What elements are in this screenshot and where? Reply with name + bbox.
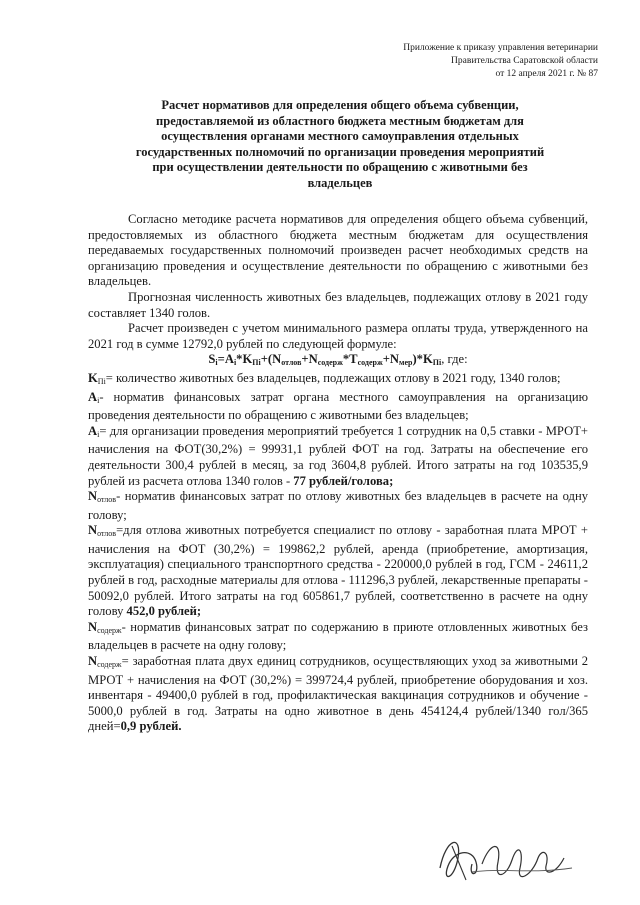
definition-ai-calc: $A_i=$ для организации проведения мероприятий требуется 1 сотрудник на 0,5 ставки - МРОТ+ начисления на ФОТ(30,2%) = 99931,1 рублей ФОТ на год. Затраты на обеспечение его деятельности 300,4 рублей в месяц, за год 3604,8 рублей. Итого затраты на год 103535,9 рублей из расчета отлова 1340 голов - 77 рублей/голова; [88, 423, 588, 488]
document-title [110, 98, 570, 191]
appendix-note [403, 42, 598, 81]
definition-n-capture-norm: $N_{отлов}-$ норматив финансовых затрат по отлову животных без владельцев в расчете на одну голову; [88, 489, 588, 522]
paragraph-forecast: Прогнозная численность животных без владельцев, подлежащих отлову в 2021 году составляет 1340 голов. [88, 289, 588, 320]
title-line-6: владельцев [307, 175, 373, 190]
title-line-5: при осуществлении деятельности по обращению с животными без [152, 160, 528, 174]
appendix-line-1: Приложение к приказу управления ветеринарии [403, 43, 598, 53]
definition-n-keeping-norm: $N_{содерж}-$ норматив финансовых затрат по содержанию в приюте отловленных животных без владельцев в расчете на одну голову; [88, 619, 588, 653]
definition-ai-norm: $A_i-$ норматив финансовых затрат органа местного самоуправления на организацию проведения деятельности по обращению с животными без владельцев; [88, 389, 588, 423]
title-line-4: государственных полномочий по организации проведения мероприятий [135, 144, 545, 159]
definition-n-keeping-calc: $N_{содерж}=$ заработная плата двух единиц сотрудников, осуществляющих уход за животными 2 МРОТ + начисления на ФОТ (30,2%) = 399724,4 рублей, приобретение оборудования и хоз. инвентаря - 49400,0 рублей в год, профилактическая вакцинация сотрудников и обучение - 5000,0 рублей в год. Затраты на одно животное в день 454124,4 рублей/1340 гол/365 дней=0,9 рублей. [88, 654, 588, 734]
definition-kpi: $K_{Пi}=$ количество животных без владельцев, подлежащих отлову в 2021 году, 1340 голов; [88, 370, 561, 386]
title-line-2: предоставляемой из областного бюджета местным бюджетам для [156, 113, 524, 128]
title-line-3: осуществления органами местного самоуправления отдельных [161, 129, 519, 143]
definition-n-capture-calc: $N_{отлов}=для$ отлова животных потребуется специалист по отлову - заработная плата МРОТ + начисления на ФОТ (30,2%) = 199862,2 рублей, аренда (приобретение, амортизация, эксплуатация) специального транспортного средства - 220000,0 рублей в год, ГСМ - 24611,2 рублей в год, расходные материалы для отлова - 111296,3 рублей, лекарственные препараты - 50092,0 рублей. Итого затраты на год 605861,7 рублей, соответственно в расчете на одну голову 452,0 рублей; [88, 523, 588, 619]
handwritten-signature [432, 828, 582, 890]
formula: $S_i=A_i*K_{Пi}+(N_{отлов}+N_{содерж}*T_{содерж}+N_{мер})*K_{Пi}$, где: [208, 352, 468, 368]
appendix-line-2: Правительства Саратовской области [451, 56, 598, 66]
paragraph-calculation-basis: Расчет произведен с учетом минимального размера оплаты труда, утвержденного на 2021 год в сумме 12792,0 рублей по следующей формуле: [88, 321, 588, 351]
document-body [88, 212, 588, 735]
title-line-1: Расчет нормативов для определения общего объема субвенции, [161, 98, 519, 112]
paragraph-methodology: Согласно методике расчета нормативов для определения общего объема субвенций, предостовляемых из областного бюджета местным бюджетам для осуществления передаваемых государственных полномочий произведен расчет необходимых средств на организацию проведения и осуществление деятельности по обращению с животными без владельцев. [88, 212, 588, 289]
appendix-line-3: от 12 апреля 2021 г. № 87 [495, 69, 598, 79]
